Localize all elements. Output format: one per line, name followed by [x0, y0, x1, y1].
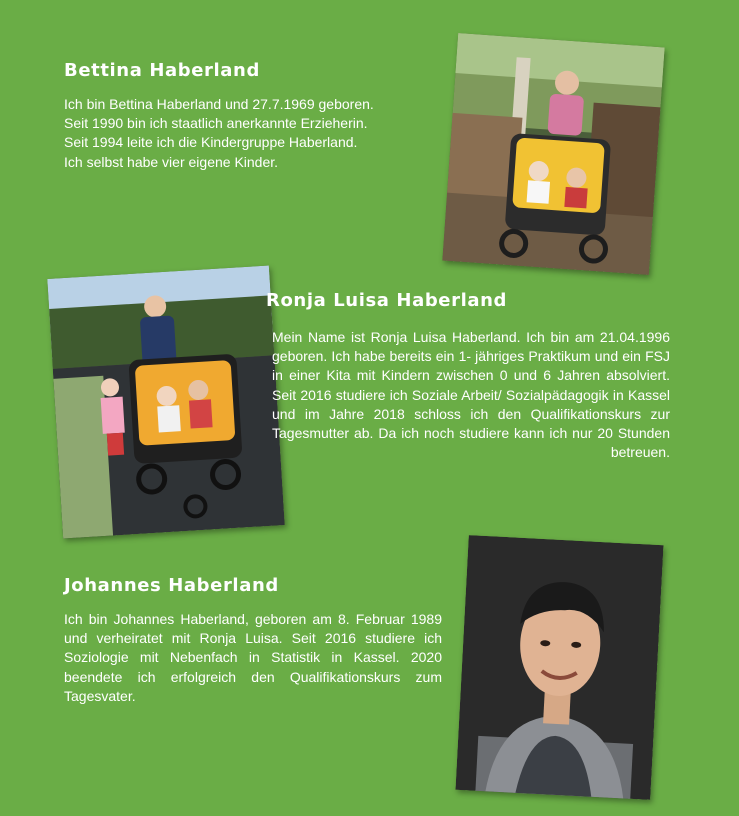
photo-johannes — [455, 535, 663, 800]
bio-line: Ich selbst habe vier eigene Kinder. — [64, 153, 279, 170]
bio-line: Seit 1994 leite ich die Kindergruppe Haberland. — [64, 134, 358, 151]
profile-bio-ronja: Mein Name ist Ronja Luisa Haberland. Ich bin am 21.04.1996 geboren. Ich habe bereits ein 1- jähriges Praktikum und ein FSJ in einer Kita mit Kindern zwischen 0 und 6 Jahren absolviert. Seit 2016 studiere ich Soziale Arbeit/ Sozialpädagogik in Kassel und im Jahre 2018 schloss ich den Qualifikationskurs zur Tagesmutter ab. Da ich noch studiere kann ich nur 20 Stunden betreuen. — [272, 329, 670, 461]
photo-ronja — [47, 265, 284, 538]
profile-bio-bettina — [64, 95, 454, 172]
bio-line: Ich bin Bettina Haberland und 27.7.1969 geboren. — [64, 96, 374, 112]
photo-bettina — [442, 33, 664, 275]
profile-name-johannes: Johannes Haberland — [64, 575, 279, 596]
profile-bio-johannes: Ich bin Johannes Haberland, geboren am 8. Februar 1989 und verheiratet mit Ronja Luisa. Seit 2016 studiere ich Soziologie mit Nebenfach in Statistik in Kassel. 2020 beendete ich erfolgreich den Qualifikationskurs zum Tagesvater. — [64, 611, 442, 704]
bio-line: Seit 1990 bin ich staatlich anerkannte Erzieherin. — [64, 115, 368, 132]
profile-name-ronja: Ronja Luisa Haberland — [266, 290, 508, 311]
profile-name-bettina: Bettina Haberland — [64, 60, 260, 81]
